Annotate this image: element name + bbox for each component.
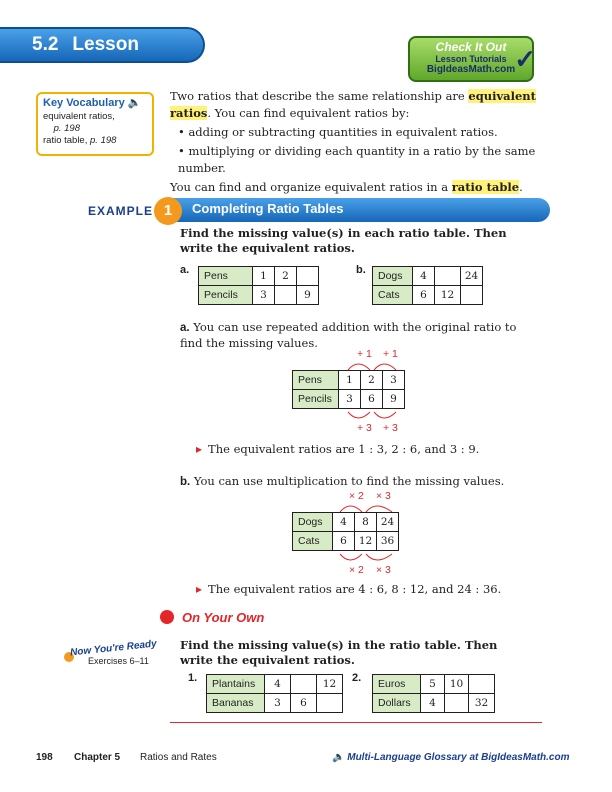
key-vocabulary-box (36, 92, 154, 156)
table-2-label: 2. (352, 672, 362, 684)
vocab-item-1: equivalent ratios, p. 198 (43, 111, 115, 134)
arcs-b-bottom (332, 552, 412, 568)
speaker-icon: 🔈 (332, 752, 348, 763)
lesson-banner (0, 27, 205, 63)
badge-line3: BigIdeasMath.com (426, 64, 516, 75)
example-label: EXAMPLE (88, 204, 154, 218)
exercises-label: Exercises 6–11 (88, 656, 149, 666)
solution-a-text: a. You can use repeated addition with the original ratio to find the missing values. (180, 320, 517, 350)
own-instruction: Find the missing value(s) in the ratio table. Then write the equivalent ratios. (180, 638, 498, 667)
arc-top-2: + 1 (383, 348, 398, 360)
badge-line2: Lesson Tutorials (435, 54, 507, 64)
conclusion-b: ▸ The equivalent ratios are 4 : 6, 8 : 12, and 24 : 36. (196, 582, 502, 596)
solved-table-b: Dogs 4 8 24 Cats 6 12 36 (292, 512, 399, 551)
ratio-table-1: Plantains 4 12 Bananas 3 6 (206, 674, 343, 713)
solution-b-text: b. You can use multiplication to find the missing values. (180, 474, 505, 488)
bullet-1: • adding or subtracting quantities in equivalent ratios. (178, 124, 540, 141)
badge-line1: Check It Out (435, 40, 507, 54)
page-number: 198 (36, 752, 53, 763)
table-a-label: a. (180, 264, 190, 276)
example-number: 1 (154, 197, 182, 225)
vocab-item-2: ratio table, p. 198 (43, 135, 117, 146)
on-your-own-title: On Your Own (160, 610, 264, 625)
arrow-icon: ▸ (196, 582, 203, 596)
speaker-icon[interactable]: 🔈 (127, 97, 142, 109)
footer-divider (170, 722, 542, 723)
intro-text: Two ratios that describe the same relationship are equivalent ratios. You can find equivalent ratios by: • adding or subtracting quantities in equivalent ratios. • multiplying or dividing each quantity in a ratio by the same number. You can find and organize equivalent ratios in a ratio table. (170, 88, 540, 198)
conclusion-a: ▸ The equivalent ratios are 1 : 3, 2 : 6, and 3 : 9. (196, 442, 480, 456)
red-dot-icon (160, 610, 174, 624)
term-ratio-table: ratio table (451, 180, 520, 194)
chapter-label: Chapter 5 (74, 752, 121, 763)
ratio-table-b: Dogs 4 24 Cats 6 12 (372, 266, 483, 305)
lesson-title: Lesson (72, 34, 139, 55)
ratio-table-2: Euros 5 10 Dollars 4 32 (372, 674, 495, 713)
arrow-icon: ▸ (196, 442, 203, 456)
arc-b-top-1: × 2 (349, 490, 364, 502)
vocab-title: Key Vocabulary 🔈 (43, 97, 142, 109)
lesson-number: 5.2 (32, 34, 59, 55)
arc-b-bottom-2: × 3 (376, 564, 391, 576)
arc-bottom-2: + 3 (383, 422, 398, 434)
table-1-label: 1. (188, 672, 198, 684)
arcs-a-bottom (340, 410, 420, 426)
example-instruction: Find the missing value(s) in each ratio table. Then write the equivalent ratios. (180, 226, 507, 255)
chapter-title: Ratios and Rates (140, 752, 217, 763)
now-youre-ready[interactable]: Now You're Ready Exercises 6–11 (70, 642, 157, 666)
term-equivalent-ratios: equivalent ratios (170, 89, 536, 120)
arc-bottom-1: + 3 (357, 422, 372, 434)
solved-table-a: Pens 1 2 3 Pencils 3 6 9 (292, 370, 405, 409)
ratio-table-a: Pens 1 2 Pencils 3 9 (198, 266, 319, 305)
example-title-bar: Completing Ratio Tables (166, 198, 550, 222)
arc-b-top-2: × 3 (376, 490, 391, 502)
table-b-label: b. (356, 264, 366, 276)
arc-b-bottom-1: × 2 (349, 564, 364, 576)
glossary-link[interactable]: 🔈 Multi-Language Glossary at BigIdeasMath.com (332, 752, 570, 763)
checkmark-icon: ✓ (514, 44, 536, 74)
bullet-2: • multiplying or dividing each quantity in a ratio by the same number. (178, 143, 540, 177)
check-it-out-badge[interactable] (408, 36, 534, 82)
arc-top-1: + 1 (357, 348, 372, 360)
